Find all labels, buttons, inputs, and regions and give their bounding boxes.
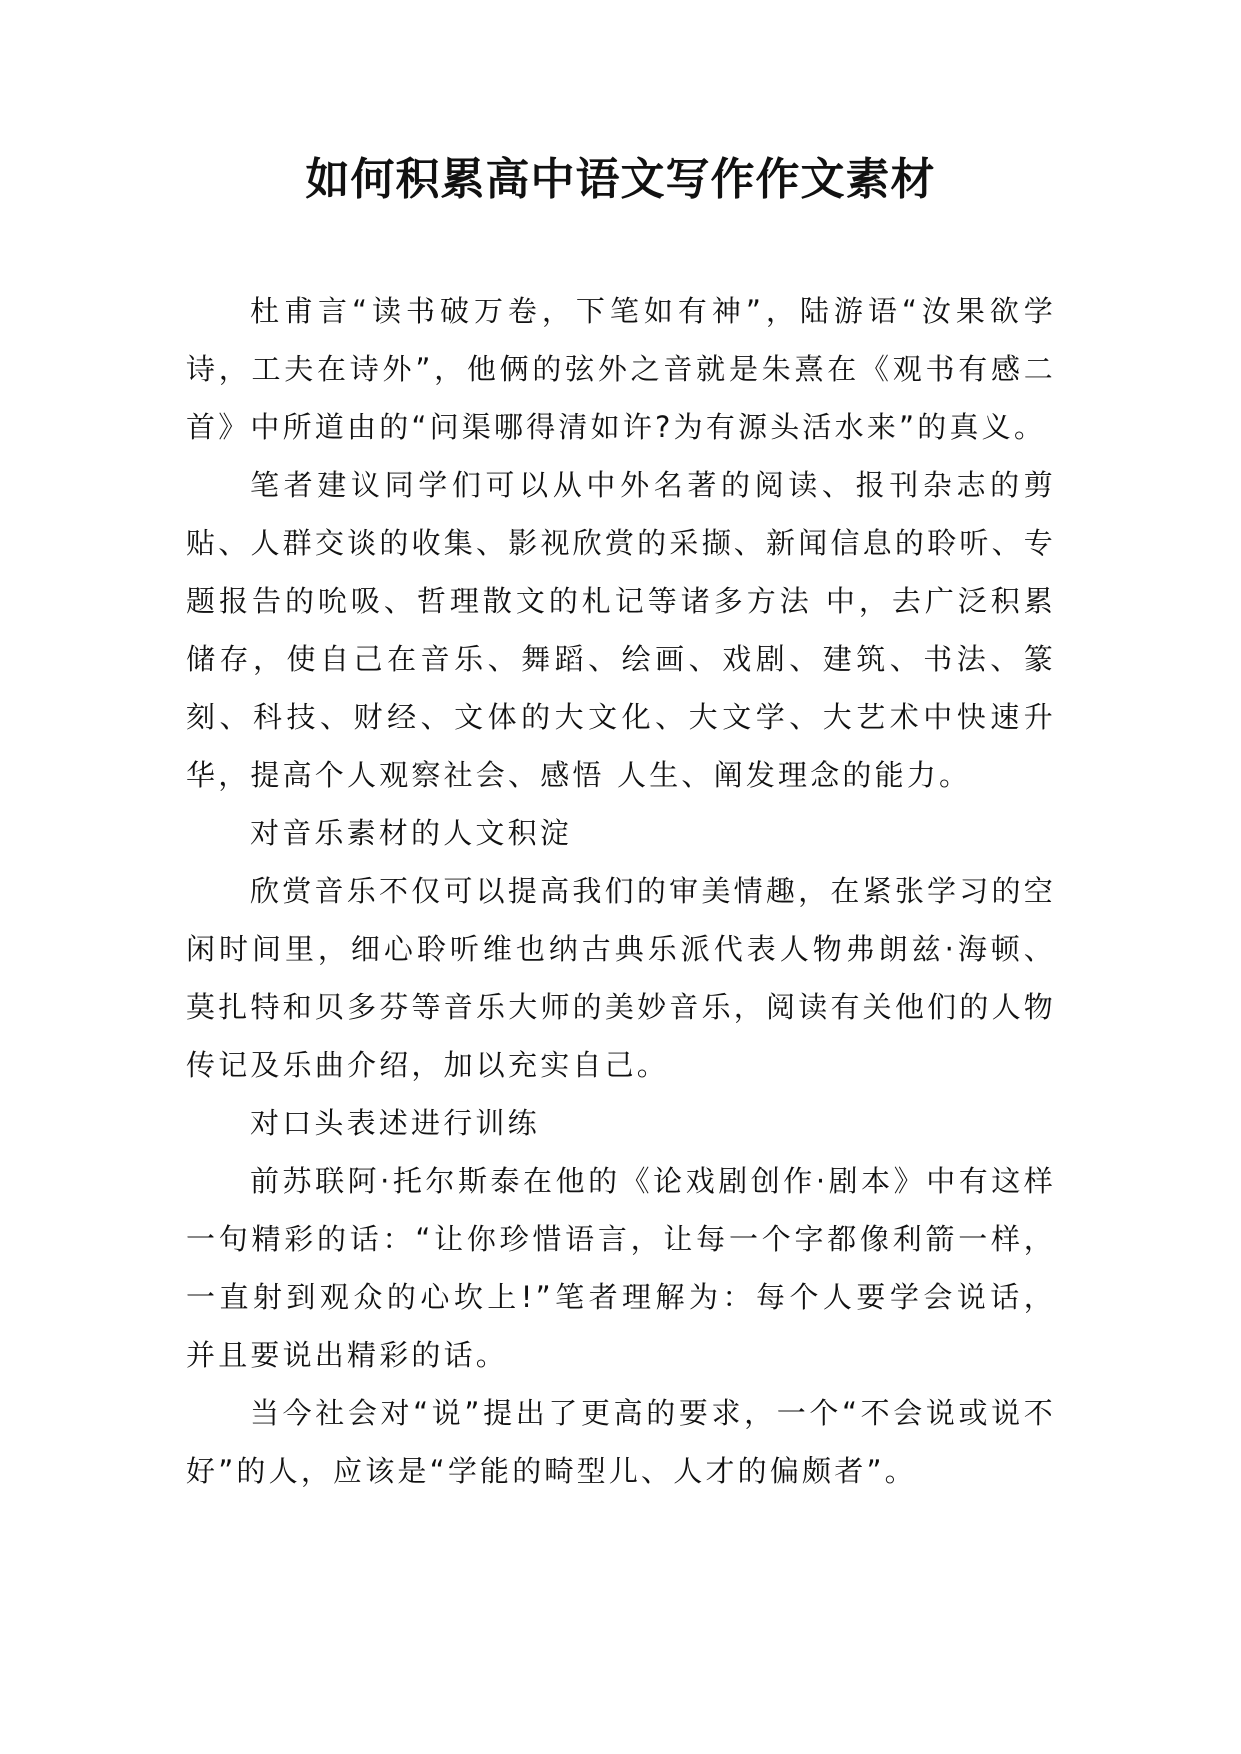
paragraph-intro-quotes: 杜甫言“读书破万卷，下笔如有神”，陆游语“汝果欲学诗，工夫在诗外”，他俩的弦外之音就是朱熹在《观书有感二首》中所道由的“问渠哪得清如许?为有源头活水来”的真义。 [186, 294, 1056, 444]
paragraph-oral-expression: 前苏联阿·托尔斯泰在他的《论戏剧创作·剧本》中有这样一句精彩的话：“让你珍惜语言，让每一个字都像利箭一样，一直射到观众的心坎上!”笔者理解为：每个人要学会说话，并且要说出精彩的话。 [186, 1164, 1056, 1372]
section-heading-oral-expression: 对口头表述进行训练 [250, 1106, 540, 1140]
document-title: 如何积累高中语文写作作文素材 [305, 154, 936, 205]
section-heading-music: 对音乐素材的人文积淀 [250, 816, 573, 850]
paragraph-accumulation-methods: 笔者建议同学们可以从中外名著的阅读、报刊杂志的剪贴、人群交谈的收集、影视欣赏的采撷、新闻信息的聆听、专题报告的吮吸、哲理散文的札记等诸多方法 中，去广泛积累储存，使自己在音乐、舞蹈、绘画、戏剧、建筑、书法、篆刻、科技、财经、文体的大文化、大文学、大艺术中快速升华，提高个人观察社会、感悟 人生、阐发理念的能力。 [186, 468, 1056, 792]
document-body [186, 282, 1056, 1500]
paragraph-society-speaking: 当今社会对“说”提出了更高的要求，一个“不会说或说不好”的人，应该是“学能的畸型儿、人才的偏颇者”。 [186, 1396, 1056, 1488]
paragraph-music: 欣赏音乐不仅可以提高我们的审美情趣，在紧张学习的空闲时间里，细心聆听维也纳古典乐派代表人物弗朗兹·海顿、莫扎特和贝多芬等音乐大师的美妙音乐，阅读有关他们的人物传记及乐曲介绍，加以充实自己。 [186, 874, 1056, 1082]
